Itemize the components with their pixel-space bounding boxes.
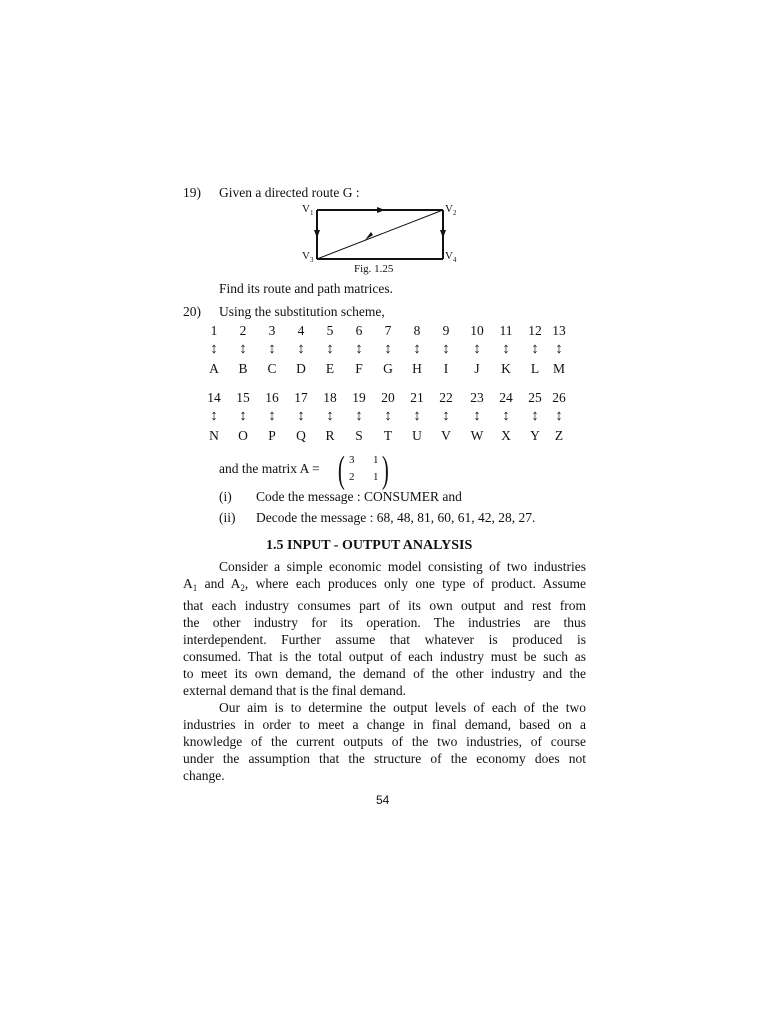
scheme-letter: A	[209, 361, 219, 376]
scheme-number: 9	[442, 323, 450, 338]
scheme-number: 6	[355, 323, 363, 338]
scheme-arrow: ↕	[210, 408, 218, 424]
scheme-arrow: ↕	[384, 408, 392, 424]
scheme-arrow: ↕	[297, 408, 305, 424]
paragraph-line: the other industry for its operation. The industries are thus	[183, 615, 586, 630]
matrix-cell: 3	[349, 454, 355, 466]
scheme-number: 16	[265, 390, 279, 405]
part-ii-label: (ii)	[219, 510, 236, 525]
question-20-number: 20)	[183, 304, 201, 319]
scheme-number: 10	[470, 323, 484, 338]
scheme-number: 5	[326, 323, 334, 338]
scheme-number: 15	[236, 390, 250, 405]
scheme-arrow: ↕	[239, 341, 247, 357]
scheme-arrow: ↕	[502, 341, 510, 357]
scheme-letter: B	[238, 361, 248, 376]
figure-caption: Fig. 1.25	[354, 263, 394, 275]
paragraph-1	[183, 558, 586, 699]
paragraph-line: knowledge of the current outputs of the two industries, of course	[183, 734, 586, 749]
directed-graph-figure	[295, 200, 465, 280]
scheme-number: 22	[439, 390, 453, 405]
matrix-a: ( ) 3 1 2 1	[337, 449, 389, 491]
scheme-number: 11	[499, 323, 513, 338]
scheme-number: 25	[528, 390, 542, 405]
question-19-instruction: Find its route and path matrices.	[219, 281, 393, 296]
scheme-letter: Q	[296, 428, 306, 443]
paragraph-line: external demand that is the final demand.	[183, 683, 407, 698]
paragraph-line: to meet its own demand, the demand of the other industry and the	[183, 666, 586, 681]
scheme-number: 7	[384, 323, 392, 338]
scheme-arrow: ↕	[555, 408, 563, 424]
scheme-arrow: ↕	[297, 341, 305, 357]
paragraph-line: interdependent. Further assume that whatever is produced is	[183, 632, 586, 647]
part-i-text: Code the message : CONSUMER and	[256, 489, 462, 504]
scheme-number: 2	[239, 323, 247, 338]
scheme-letter: L	[530, 361, 540, 376]
scheme-number: 14	[207, 390, 221, 405]
vertex-label-v3: $V_3$	[302, 250, 314, 264]
scheme-number: 8	[413, 323, 421, 338]
scheme-arrow: ↕	[239, 408, 247, 424]
scheme-arrow: ↕	[355, 341, 363, 357]
vertex-label-v4: $V_4$	[445, 250, 457, 264]
edge-v2-v3	[317, 210, 443, 259]
paragraph-line: change.	[183, 768, 225, 783]
scheme-letter: N	[209, 428, 219, 443]
scheme-arrow: ↕	[502, 408, 510, 424]
scheme-number: 24	[499, 390, 513, 405]
paragraph-line: industries in order to meet a change in final demand, based on a	[183, 717, 586, 732]
scheme-letter: M	[552, 361, 565, 376]
arrow-v2-v4	[440, 230, 446, 238]
scheme-letter: H	[412, 361, 422, 376]
scheme-arrow: ↕	[326, 408, 334, 424]
scheme-letter: W	[470, 428, 484, 443]
scheme-number: 19	[352, 390, 366, 405]
scheme-arrow: ↕	[473, 341, 481, 357]
paragraph-line: $A_1$ and $A_2$, where each produces only one type of product. Assume	[183, 576, 586, 593]
page-number: 54	[376, 793, 390, 807]
scheme-number: 1	[210, 323, 218, 338]
scheme-arrow: ↕	[531, 408, 539, 424]
scheme-letter: Y	[530, 428, 540, 443]
scheme-letter: D	[296, 361, 306, 376]
scheme-arrow: ↕	[413, 408, 421, 424]
scheme-letter: V	[441, 428, 451, 443]
scheme-number: 13	[552, 323, 566, 338]
scheme-arrow: ↕	[555, 341, 563, 357]
scheme-number: 21	[410, 390, 424, 405]
part-i-label: (i)	[219, 489, 232, 504]
paragraph-line: Consider a simple economic model consisting of two industries	[219, 559, 586, 574]
arrow-v1-v3	[314, 230, 320, 238]
scheme-number: 23	[470, 390, 484, 405]
paragraph-line: under the assumption that the structure of the economy does not	[183, 751, 586, 766]
question-20-prompt: Using the substitution scheme,	[219, 304, 385, 319]
scheme-letter: T	[383, 428, 393, 443]
scheme-arrow: ↕	[268, 408, 276, 424]
scheme-arrow: ↕	[442, 408, 450, 424]
matrix-cell: 2	[349, 471, 355, 483]
scheme-letter: O	[238, 428, 248, 443]
paragraph-line: that each industry consumes part of its own output and rest from	[183, 598, 586, 613]
vertex-label-v2: $V_2$	[445, 203, 457, 217]
question-19-number: 19)	[183, 185, 201, 200]
matrix-cell: 1	[373, 454, 379, 466]
scheme-letter: K	[501, 361, 511, 376]
scheme-arrow: ↕	[210, 341, 218, 357]
scheme-letter: R	[325, 428, 335, 443]
arrow-v1-v2	[377, 207, 385, 213]
scheme-letter: E	[325, 361, 335, 376]
scheme-arrow: ↕	[268, 341, 276, 357]
scheme-number: 18	[323, 390, 337, 405]
scheme-number: 4	[297, 323, 305, 338]
section-heading: 1.5 INPUT - OUTPUT ANALYSIS	[266, 538, 473, 553]
part-ii-text: Decode the message : 68, 48, 81, 60, 61, 42, 28, 27.	[256, 510, 536, 525]
scheme-letter: X	[501, 428, 511, 443]
scheme-letter: C	[267, 361, 277, 376]
scheme-arrow: ↕	[326, 341, 334, 357]
matrix-cell: 1	[373, 471, 379, 483]
scheme-number: 17	[294, 390, 308, 405]
scheme-arrow: ↕	[531, 341, 539, 357]
scheme-letter: P	[268, 428, 276, 443]
scheme-number: 12	[528, 323, 542, 338]
paragraph-2	[183, 699, 586, 784]
scheme-letter: G	[383, 361, 393, 376]
scheme-arrow: ↕	[384, 341, 392, 357]
scheme-number: 3	[268, 323, 276, 338]
scheme-arrow: ↕	[413, 341, 421, 357]
paragraph-line: Our aim is to determine the output levels of each of the two	[219, 700, 586, 715]
question-19-prompt: Given a directed route G :	[219, 185, 360, 200]
scheme-letter: Z	[554, 428, 564, 443]
scheme-arrow: ↕	[355, 408, 363, 424]
matrix-intro: and the matrix A =	[219, 461, 320, 476]
scheme-letter: U	[412, 428, 422, 443]
scheme-number: 20	[381, 390, 395, 405]
scheme-arrow: ↕	[442, 341, 450, 357]
scheme-number: 26	[552, 390, 566, 405]
paragraph-line: consumed. That is the total output of each industry must be such as	[183, 649, 586, 664]
scheme-arrow: ↕	[473, 408, 481, 424]
vertex-label-v1: $V_1$	[302, 203, 314, 217]
scheme-letter: J	[474, 361, 480, 376]
scheme-letter: F	[355, 361, 363, 376]
scheme-letter: I	[443, 361, 449, 376]
scheme-letter: S	[355, 428, 363, 443]
